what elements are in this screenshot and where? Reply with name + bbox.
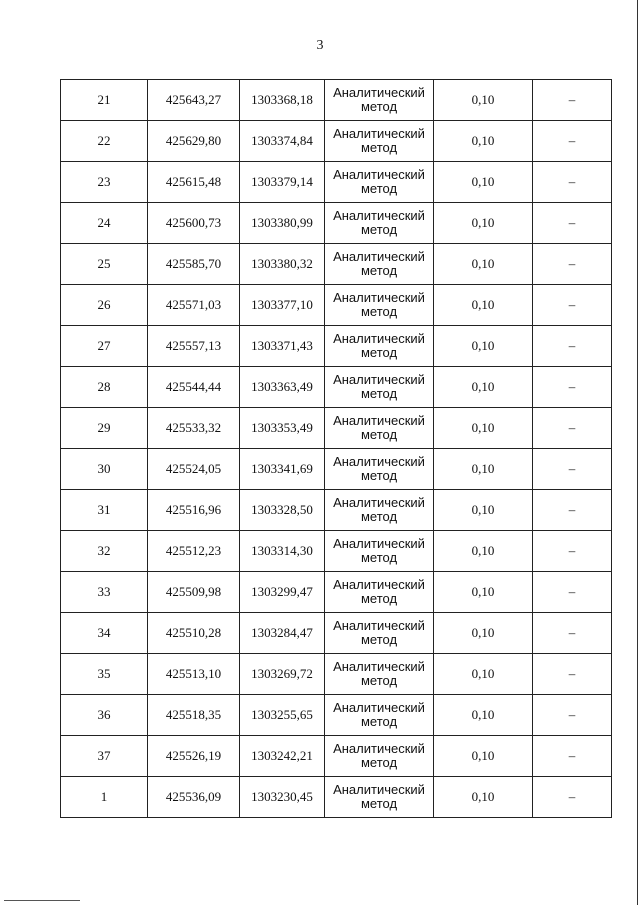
table-row: [61, 408, 612, 449]
coordinate-x-cell: 425536,09: [148, 777, 240, 818]
coordinate-x-cell: 425512,23: [148, 531, 240, 572]
dash-cell: –: [533, 736, 612, 777]
coordinate-y-cell: 1303377,10: [240, 285, 325, 326]
page-number: 3: [316, 38, 324, 53]
coordinate-x-cell: 425600,73: [148, 203, 240, 244]
method-line-1: Аналитический: [333, 331, 425, 346]
method-line-2: метод: [360, 222, 398, 237]
dash-cell: –: [533, 285, 612, 326]
coordinate-x-cell: 425518,35: [148, 695, 240, 736]
accuracy-cell: 0,10: [434, 162, 533, 203]
method-line-2: метод: [360, 386, 398, 401]
table-row: [61, 449, 612, 490]
dash-cell: –: [533, 408, 612, 449]
table-row: [61, 244, 612, 285]
table-row: [61, 162, 612, 203]
table-row: [61, 736, 612, 777]
method-cell: [325, 326, 434, 367]
method-cell: [325, 736, 434, 777]
accuracy-cell: 0,10: [434, 531, 533, 572]
method-line-1: Аналитический: [333, 782, 425, 797]
dash-cell: –: [533, 244, 612, 285]
coordinate-x-cell: 425533,32: [148, 408, 240, 449]
method-line-2: метод: [360, 99, 398, 114]
coordinate-y-cell: 1303341,69: [240, 449, 325, 490]
dash-cell: –: [533, 162, 612, 203]
page-edge-line: [637, 0, 638, 905]
dash-cell: –: [533, 531, 612, 572]
table-row: [61, 203, 612, 244]
coordinate-y-cell: 1303284,47: [240, 613, 325, 654]
point-number-cell: 31: [61, 490, 148, 531]
accuracy-cell: 0,10: [434, 80, 533, 121]
method-line-2: метод: [360, 673, 398, 688]
accuracy-cell: 0,10: [434, 695, 533, 736]
point-number-cell: 22: [61, 121, 148, 162]
coordinate-y-cell: 1303269,72: [240, 654, 325, 695]
method-line-1: Аналитический: [333, 167, 425, 182]
point-number-cell: 37: [61, 736, 148, 777]
coordinate-y-cell: 1303299,47: [240, 572, 325, 613]
coordinates-table: [60, 79, 612, 818]
coordinate-x-cell: 425524,05: [148, 449, 240, 490]
table-row: [61, 326, 612, 367]
coordinate-y-cell: 1303368,18: [240, 80, 325, 121]
method-line-2: метод: [360, 755, 398, 770]
coordinate-x-cell: 425510,28: [148, 613, 240, 654]
method-line-2: метод: [360, 468, 398, 483]
method-line-1: Аналитический: [333, 208, 425, 223]
coordinate-y-cell: 1303230,45: [240, 777, 325, 818]
table-row: [61, 490, 612, 531]
table-row: [61, 285, 612, 326]
method-cell: [325, 777, 434, 818]
dash-cell: –: [533, 695, 612, 736]
method-cell: [325, 244, 434, 285]
method-line-1: Аналитический: [333, 495, 425, 510]
accuracy-cell: 0,10: [434, 326, 533, 367]
point-number-cell: 25: [61, 244, 148, 285]
method-line-2: метод: [360, 550, 398, 565]
table-row: [61, 613, 612, 654]
coordinate-y-cell: 1303314,30: [240, 531, 325, 572]
method-cell: [325, 80, 434, 121]
table-row: [61, 80, 612, 121]
point-number-cell: 33: [61, 572, 148, 613]
table-row: [61, 572, 612, 613]
method-cell: [325, 695, 434, 736]
coordinate-x-cell: 425509,98: [148, 572, 240, 613]
method-line-2: метод: [360, 632, 398, 647]
method-cell: [325, 613, 434, 654]
accuracy-cell: 0,10: [434, 654, 533, 695]
method-cell: [325, 203, 434, 244]
accuracy-cell: 0,10: [434, 203, 533, 244]
dash-cell: –: [533, 326, 612, 367]
method-line-1: Аналитический: [333, 618, 425, 633]
coordinate-y-cell: 1303379,14: [240, 162, 325, 203]
table-row: [61, 531, 612, 572]
dash-cell: –: [533, 490, 612, 531]
point-number-cell: 27: [61, 326, 148, 367]
dash-cell: –: [533, 572, 612, 613]
table-row: [61, 654, 612, 695]
coordinate-x-cell: 425643,27: [148, 80, 240, 121]
coordinate-y-cell: 1303353,49: [240, 408, 325, 449]
method-line-1: Аналитический: [333, 741, 425, 756]
coordinate-y-cell: 1303363,49: [240, 367, 325, 408]
method-line-2: метод: [360, 263, 398, 278]
coordinate-y-cell: 1303380,99: [240, 203, 325, 244]
method-cell: [325, 121, 434, 162]
dash-cell: –: [533, 203, 612, 244]
method-line-2: метод: [360, 714, 398, 729]
method-cell: [325, 654, 434, 695]
point-number-cell: 26: [61, 285, 148, 326]
method-line-1: Аналитический: [333, 577, 425, 592]
accuracy-cell: 0,10: [434, 408, 533, 449]
coordinate-y-cell: 1303374,84: [240, 121, 325, 162]
method-cell: [325, 531, 434, 572]
dash-cell: –: [533, 80, 612, 121]
table-row: [61, 367, 612, 408]
coordinate-y-cell: 1303255,65: [240, 695, 325, 736]
accuracy-cell: 0,10: [434, 613, 533, 654]
table-row: [61, 695, 612, 736]
method-line-2: метод: [360, 591, 398, 606]
dash-cell: –: [533, 777, 612, 818]
method-cell: [325, 572, 434, 613]
accuracy-cell: 0,10: [434, 777, 533, 818]
method-line-1: Аналитический: [333, 249, 425, 264]
dash-cell: –: [533, 654, 612, 695]
method-line-2: метод: [360, 304, 398, 319]
coordinate-y-cell: 1303371,43: [240, 326, 325, 367]
method-line-1: Аналитический: [333, 659, 425, 674]
coordinate-y-cell: 1303380,32: [240, 244, 325, 285]
method-line-2: метод: [360, 345, 398, 360]
method-line-1: Аналитический: [333, 85, 425, 100]
point-number-cell: 30: [61, 449, 148, 490]
coordinate-x-cell: 425629,80: [148, 121, 240, 162]
accuracy-cell: 0,10: [434, 572, 533, 613]
coordinate-x-cell: 425585,70: [148, 244, 240, 285]
method-line-1: Аналитический: [333, 372, 425, 387]
coordinate-x-cell: 425571,03: [148, 285, 240, 326]
point-number-cell: 34: [61, 613, 148, 654]
accuracy-cell: 0,10: [434, 367, 533, 408]
method-line-2: метод: [360, 140, 398, 155]
method-cell: [325, 367, 434, 408]
method-cell: [325, 408, 434, 449]
coordinate-x-cell: 425526,19: [148, 736, 240, 777]
table-row: [61, 777, 612, 818]
accuracy-cell: 0,10: [434, 490, 533, 531]
method-cell: [325, 449, 434, 490]
method-line-1: Аналитический: [333, 536, 425, 551]
method-line-2: метод: [360, 796, 398, 811]
point-number-cell: 1: [61, 777, 148, 818]
dash-cell: –: [533, 367, 612, 408]
coordinate-y-cell: 1303328,50: [240, 490, 325, 531]
accuracy-cell: 0,10: [434, 244, 533, 285]
coordinate-x-cell: 425557,13: [148, 326, 240, 367]
point-number-cell: 35: [61, 654, 148, 695]
method-cell: [325, 490, 434, 531]
point-number-cell: 23: [61, 162, 148, 203]
point-number-cell: 24: [61, 203, 148, 244]
dash-cell: –: [533, 613, 612, 654]
method-line-1: Аналитический: [333, 454, 425, 469]
coordinate-y-cell: 1303242,21: [240, 736, 325, 777]
point-number-cell: 36: [61, 695, 148, 736]
method-line-1: Аналитический: [333, 413, 425, 428]
accuracy-cell: 0,10: [434, 449, 533, 490]
point-number-cell: 29: [61, 408, 148, 449]
coordinate-x-cell: 425513,10: [148, 654, 240, 695]
method-cell: [325, 162, 434, 203]
point-number-cell: 32: [61, 531, 148, 572]
dash-cell: –: [533, 121, 612, 162]
method-line-2: метод: [360, 181, 398, 196]
table-row: [61, 121, 612, 162]
footnote-rule: [4, 900, 80, 901]
accuracy-cell: 0,10: [434, 121, 533, 162]
accuracy-cell: 0,10: [434, 285, 533, 326]
method-line-1: Аналитический: [333, 290, 425, 305]
method-line-2: метод: [360, 427, 398, 442]
coordinate-x-cell: 425615,48: [148, 162, 240, 203]
method-line-1: Аналитический: [333, 700, 425, 715]
coordinate-x-cell: 425544,44: [148, 367, 240, 408]
method-line-1: Аналитический: [333, 126, 425, 141]
dash-cell: –: [533, 449, 612, 490]
method-line-2: метод: [360, 509, 398, 524]
method-cell: [325, 285, 434, 326]
coordinate-x-cell: 425516,96: [148, 490, 240, 531]
point-number-cell: 21: [61, 80, 148, 121]
coordinates-table-body: [61, 80, 612, 818]
point-number-cell: 28: [61, 367, 148, 408]
accuracy-cell: 0,10: [434, 736, 533, 777]
